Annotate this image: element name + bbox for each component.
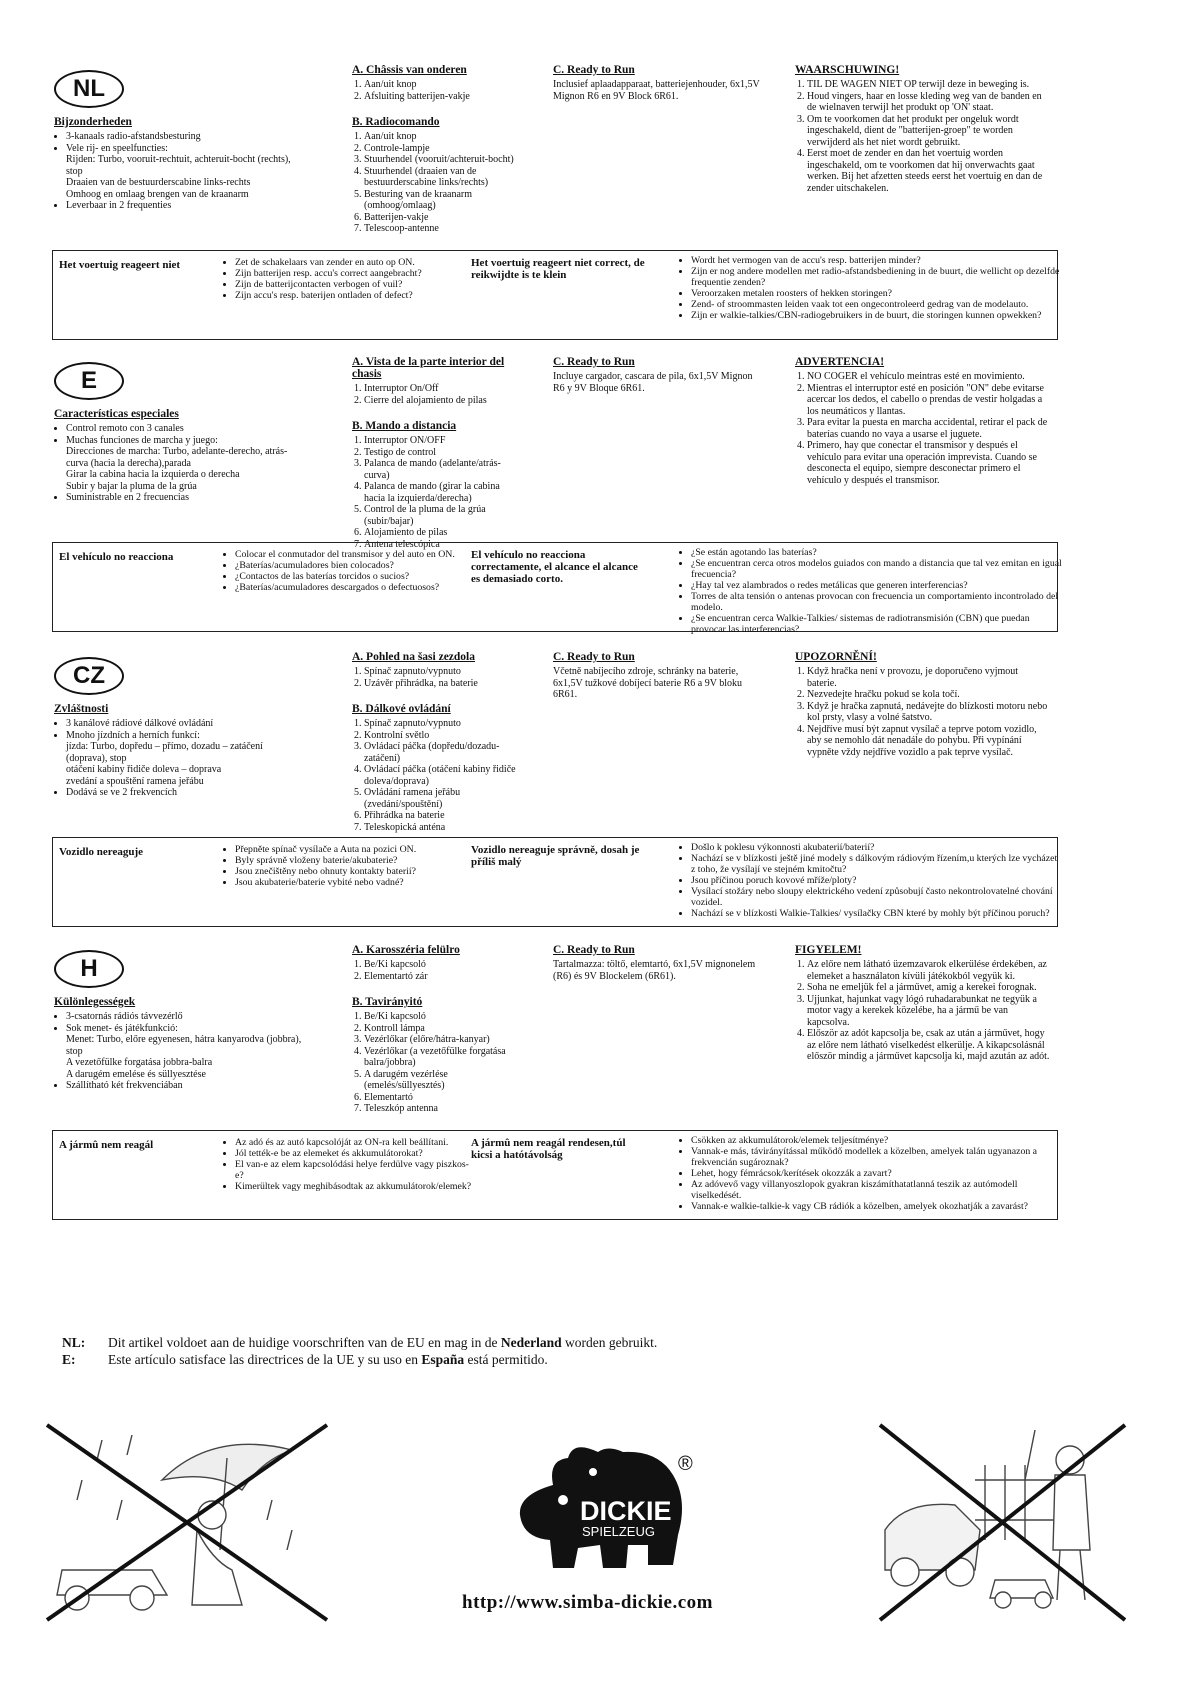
- list-item: 4. Nejdříve musí být zapnut vysílač a teprve potom vozidlo, aby se nemohlo dát nenadále do pohybu. Při vypínání vypněte vždy nejdříve vozidlo a pak teprve vysílač.: [807, 724, 1050, 759]
- part-c-block: [553, 64, 763, 102]
- part-a-title: A. Pohled na šasi zezdola: [352, 651, 475, 663]
- part-b-title: B. Tavirányitó: [352, 996, 423, 1008]
- warning-block: [795, 944, 1050, 1063]
- part-b-title: B. Dálkové ovládání: [352, 703, 451, 715]
- trouble-label-2: Het voertuig reageert niet correct, de reikwijdte is te klein: [471, 257, 645, 281]
- features-title: Características especiales: [54, 408, 179, 420]
- features-list: [54, 1011, 304, 1092]
- list-item: • Muchas funciones de marcha y juego: Direcciones de marcha: Turbo, adelante-derecho, atrás-curva (hacia la derecha),parada Girar la cabina hacia la izquierda o derecha Subir y bajar la pluma de la grúa: [66, 435, 304, 493]
- b-items-list: [352, 435, 522, 550]
- list-item: • 3-csatornás rádiós távvezérlő: [66, 1011, 304, 1023]
- dickie-spielzeug-logo: [508, 1440, 708, 1580]
- website-url[interactable]: http://www.simba-dickie.com: [462, 1592, 713, 1613]
- lang-code-e: E:: [62, 1352, 76, 1367]
- trouble-checklist-1: [223, 844, 475, 888]
- list-item: • Nachází se v blízkosti ještě jiné modely s dálkovým rádiovým řízením,u kterých lze vycházet z toho, že vysílají ve stejném kmitočtu?: [691, 853, 1063, 875]
- list-item: 5. Control de la pluma de la grúa (subir/bajar): [364, 504, 522, 527]
- list-item: 2. Uzávěr přihrádka, na baterie: [364, 678, 522, 690]
- warning-block: [795, 356, 1050, 486]
- list-item: 4. Stuurhendel (draaien van de bestuurderscabine links/rechts): [364, 166, 522, 189]
- legal-note-e: E: Este artículo satisface las directrices de la UE y su uso en España está permitido.: [62, 1352, 548, 1367]
- list-item: • Leverbaar in 2 frequenties: [66, 200, 304, 212]
- list-item: • Control remoto con 3 canales: [66, 423, 304, 435]
- list-item: 3. Vezérlőkar (előre/hátra-kanyar): [364, 1034, 522, 1046]
- list-item: • Szállítható két frekvenciában: [66, 1080, 304, 1092]
- list-item: 2. Nezvedejte hračku pokud se kola točí.: [807, 689, 1050, 701]
- list-item: • Lehet, hogy fémrácsok/kerítések okozzák a zavart?: [691, 1168, 1063, 1179]
- list-item: • Zend- of stroommasten leiden vaak tot een ongecontroleerd gedrag van de modelauto.: [691, 299, 1063, 310]
- list-item: 1. Aan/uit knop: [364, 79, 522, 91]
- list-item: • Došlo k poklesu výkonnosti akubaterií/baterií?: [691, 842, 1063, 853]
- list-item: 2. Afsluiting batterijen-vakje: [364, 91, 522, 103]
- troubleshooting-box: [52, 837, 1058, 927]
- list-item: • Zijn er nog andere modellen met radio-afstandsbediening in de buurt, die wellicht op dezelfde frequentie zenden?: [691, 266, 1063, 288]
- crossed-out-street-play-illustration: [875, 1420, 1130, 1625]
- part-a-block: [352, 64, 522, 235]
- trouble-checklist-1: [223, 549, 475, 593]
- part-a-title: A. Châssis van onderen: [352, 64, 467, 76]
- list-item: • Az adóvevő vagy villanyoszlopok gyakran kiszámíthatatlanná teszik az autómodell viselkedését.: [691, 1179, 1063, 1201]
- lang-code-nl: NL:: [62, 1335, 86, 1350]
- language-badge: H: [54, 950, 124, 988]
- list-item: 7. Teleszkóp antenna: [364, 1103, 522, 1115]
- list-item: 6. Elementartó: [364, 1092, 522, 1104]
- features-block: [54, 116, 304, 212]
- list-item: • Vannak-e más, távirányítással működő modellek a közelben, amelyek talán ugyanazon a frekvencián sugároznak?: [691, 1146, 1063, 1168]
- list-item: • Sok menet- és játékfunkció: Menet: Turbo, előre egyenesen, hátra kanyarodva (jobbra), stop A vezetőfülke forgatása jobbra-balra A darugém emelése és süllyesztése: [66, 1023, 304, 1081]
- part-c-title: C. Ready to Run: [553, 64, 635, 76]
- a-items-list: [352, 666, 522, 689]
- part-a-block: [352, 944, 522, 1115]
- list-item: • ¿Se encuentran cerca otros modelos guiados con mando a distancia que tal vez emitan en igual frecuencia?: [691, 558, 1063, 580]
- a-items-list: [352, 959, 522, 982]
- trouble-checklist-1: [223, 257, 475, 301]
- part-c-text: Incluye cargador, cascara de pila, 6x1,5V Mignon R6 y 9V Bloque 6R61.: [553, 371, 753, 394]
- list-item: • ¿Baterías/acumuladores descargados o defectuosos?: [235, 582, 475, 593]
- list-item: 5. Besturing van de kraanarm (omhoog/omlaag): [364, 189, 522, 212]
- list-item: • Zijn er walkie-talkies/CBN-radiogebruikers in de buurt, die storingen kunnen opwekken?: [691, 310, 1063, 321]
- part-a-block: [352, 356, 522, 550]
- part-c-block: [553, 356, 763, 394]
- list-item: 1. Interruptor On/Off: [364, 383, 522, 395]
- warn-items-list: [795, 371, 1050, 486]
- list-item: • 3-kanaals radio-afstandsbesturing: [66, 131, 304, 143]
- list-item: • Torres de alta tensión o antenas provocan con frecuencia un comportamiento incontrolado del modelo.: [691, 591, 1063, 613]
- troubleshooting-box: [52, 1130, 1058, 1220]
- part-a-title: A. Karosszéria felülro: [352, 944, 460, 956]
- crossed-out-rain-play-illustration: [42, 1420, 332, 1625]
- registered-mark: ®: [678, 1453, 693, 1475]
- list-item: 4. Primero, hay que conectar el transmisor y después el vehículo para evitar una operación imprevista. Cuando se desconecta el equipo, siempre desconectar primero el vehículo y después el transmisor.: [807, 440, 1050, 486]
- list-item: 2. Kontroll lámpa: [364, 1023, 522, 1035]
- list-item: 2. Houd vingers, haar en losse kleding weg van de banden en de wielnaven terwijl het produkt op 'ON' staat.: [807, 91, 1050, 114]
- warning-block: [795, 64, 1050, 194]
- list-item: • Suministrable en 2 frecuencias: [66, 492, 304, 504]
- list-item: • Vele rij- en speelfuncties: Rijden: Turbo, vooruit-rechtuit, achteruit-bocht (rechts), stop Draaien van de bestuurderscabine links-rechts Omhoog en omlaag brengen van de kraanarm: [66, 143, 304, 201]
- part-c-title: C. Ready to Run: [553, 356, 635, 368]
- warn-items-list: [795, 666, 1050, 758]
- list-item: • Jól tették-e be az elemeket és akkumulátorokat?: [235, 1148, 475, 1159]
- trouble-checklist-2: [679, 255, 1063, 321]
- features-title: Különlegességek: [54, 996, 136, 1008]
- list-item: 1. Be/Ki kapcsoló: [364, 959, 522, 971]
- logo-text-spielzeug: SPIELZEUG: [582, 1524, 655, 1539]
- list-item: 7. Antena telescópica: [364, 539, 522, 551]
- list-item: • El van-e az elem kapcsolódási helye ferdülve vagy piszkos-e?: [235, 1159, 475, 1181]
- list-item: • Jsou akubaterie/baterie vybité nebo vadné?: [235, 877, 475, 888]
- part-c-block: [553, 944, 763, 982]
- warning-title: FIGYELEM!: [795, 944, 862, 956]
- list-item: • Byly správně vloženy baterie/akubaterie?: [235, 855, 475, 866]
- list-item: • Jsou příčinou poruch kovové mříže/ploty?: [691, 875, 1063, 886]
- warning-title: ADVERTENCIA!: [795, 356, 885, 368]
- list-item: • Colocar el conmutador del transmisor y del auto en ON.: [235, 549, 475, 560]
- features-list: [54, 718, 304, 799]
- trouble-label-1: Vozidlo nereaguje: [59, 846, 144, 858]
- warn-items-list: [795, 79, 1050, 194]
- list-item: • ¿Hay tal vez alambrados o redes metálicas que generen interferencias?: [691, 580, 1063, 591]
- list-item: 7. Teleskopická anténa: [364, 822, 522, 834]
- logo-text-dickie: DICKIE: [580, 1496, 672, 1526]
- warning-title: UPOZORNĚNÍ!: [795, 651, 877, 663]
- list-item: • 3 kanálové rádiové dálkové ovládání: [66, 718, 304, 730]
- list-item: • ¿Se están agotando las baterías?: [691, 547, 1063, 558]
- a-items-list: [352, 79, 522, 102]
- trouble-label-1: Het voertuig reageert niet: [59, 259, 181, 271]
- list-item: • Jsou znečištěny nebo ohnuty kontakty baterií?: [235, 866, 475, 877]
- list-item: 4. Palanca de mando (girar la cabina hacia la izquierda/derecha): [364, 481, 522, 504]
- part-c-text: Inclusief aplaadapparaat, batteriejenhouder, 6x1,5V Mignon R6 en 9V Block 6R61.: [553, 79, 760, 102]
- list-item: • Zijn de batterijcontacten verbogen of vuil?: [235, 279, 475, 290]
- list-item: • Az adó és az autó kapcsolóját az ON-ra kell beállítani.: [235, 1137, 475, 1148]
- list-item: • Kimerültek vagy meghibásodtak az akkumulátorok/elemek?: [235, 1181, 475, 1192]
- list-item: 2. Mientras el interruptor esté en posición "ON" debe evitarse acercar los dedos, el cabello o prendas de vestir holgadas a los neumáticos y llantas.: [807, 383, 1050, 418]
- list-item: • Zet de schakelaars van zender en auto op ON.: [235, 257, 475, 268]
- list-item: 3. Stuurhendel (vooruit/achteruit-bocht): [364, 154, 522, 166]
- list-item: • Zijn batterijen resp. accu's correct aangebracht?: [235, 268, 475, 279]
- features-block: [54, 996, 304, 1092]
- features-title: Zvláštnosti: [54, 703, 109, 715]
- trouble-label-1: El vehículo no reacciona: [59, 551, 174, 563]
- list-item: 4. Eerst moet de zender en dan het voertuig worden ingeschakeld, om te voorkomen dat hij onverwachts gaat werken. Bij het afzetten steeds eerst het voertuig en dan de zender uitschakelen.: [807, 148, 1050, 194]
- list-item: 3. Když je hračka zapnutá, nedávejte do blízkosti motoru nebo kol prsty, vlasy a volné šatstvo.: [807, 701, 1050, 724]
- language-badge: CZ: [54, 657, 124, 695]
- part-a-block: [352, 651, 522, 833]
- legal-note-nl: NL: Dit artikel voldoet aan de huidige voorschriften van de EU en mag in de Nederland worden gebruikt.: [62, 1335, 658, 1350]
- list-item: • ¿Se encuentran cerca Walkie-Talkies/ sistemas de radiotransmisión (CBN) que puedan provocar las interferencias?: [691, 613, 1063, 635]
- warn-items-list: [795, 959, 1050, 1063]
- list-item: 1. Be/Ki kapcsoló: [364, 1011, 522, 1023]
- list-item: 5. A darugém vezérlése (emelés/süllyesztés): [364, 1069, 522, 1092]
- list-item: 1. Spínač zapnuto/vypnuto: [364, 666, 522, 678]
- list-item: 2. Elementartó zár: [364, 971, 522, 983]
- list-item: 2. Testigo de control: [364, 447, 522, 459]
- list-item: 1. Az előre nem látható üzemzavarok elkerülése érdekében, az elemeket a használaton kívüli játékokból vegyük ki.: [807, 959, 1050, 982]
- part-b-title: B. Mando a distancia: [352, 420, 457, 432]
- list-item: 3. Ujjunkat, hajunkat vagy lógó ruhadarabunkat ne tegyük a motor vagy a kerekek közelébe, ha a jármű be van kapcsolva.: [807, 994, 1050, 1029]
- features-block: [54, 408, 304, 504]
- list-item: 4. Először az adót kapcsolja be, csak az után a járművet, hogy az előre nem látható viselkedést elkerülje. A kikapcsolásnál először mindig a járművet kapcsolja ki, majd azután az adót.: [807, 1028, 1050, 1063]
- list-item: 1. Spínač zapnuto/vypnuto: [364, 718, 522, 730]
- list-item: 3. Om te voorkomen dat het produkt per ongeluk wordt ingeschakeld, dient de "batterijen-groep" te worden verwijderd als het niet wordt gebruikt.: [807, 114, 1050, 149]
- features-title: Bijzonderheden: [54, 116, 132, 128]
- part-c-title: C. Ready to Run: [553, 944, 635, 956]
- trouble-label-2: Vozidlo nereaguje správně, dosah je příliš malý: [471, 844, 640, 868]
- list-item: • ¿Baterías/acumuladores bien colocados?: [235, 560, 475, 571]
- list-item: 3. Ovládací páčka (dopředu/dozadu-zatáčení): [364, 741, 522, 764]
- list-item: • Zijn accu's resp. baterijen ontladen of defect?: [235, 290, 475, 301]
- list-item: 1. Aan/uit knop: [364, 131, 522, 143]
- trouble-checklist-2: [679, 547, 1063, 635]
- part-c-title: C. Ready to Run: [553, 651, 635, 663]
- list-item: • Vysílací stožáry nebo sloupy elektrického vedení způsobují často nekontrolovatelné chování vozidel.: [691, 886, 1063, 908]
- list-item: 2. Kontrolní světlo: [364, 730, 522, 742]
- trouble-checklist-1: [223, 1137, 475, 1192]
- b-items-list: [352, 1011, 522, 1115]
- list-item: 3. Para evitar la puesta en marcha accidental, retirar el pack de baterías cuando no vaya a usarse el juguete.: [807, 417, 1050, 440]
- list-item: 2. Controle-lampje: [364, 143, 522, 155]
- troubleshooting-box: [52, 250, 1058, 340]
- part-b-title: B. Radiocomando: [352, 116, 440, 128]
- list-item: 7. Telescoop-antenne: [364, 223, 522, 235]
- list-item: 6. Batterijen-vakje: [364, 212, 522, 224]
- language-badge: E: [54, 362, 124, 400]
- b-items-list: [352, 718, 522, 833]
- part-a-title: A. Vista de la parte interior del chasis: [352, 356, 505, 380]
- list-item: 1. Když hračka není v provozu, je doporučeno vyjmout baterie.: [807, 666, 1050, 689]
- list-item: • Přepněte spínač vysílače a Auta na pozici ON.: [235, 844, 475, 855]
- list-item: • Csökken az akkumulátorok/elemek teljesítménye?: [691, 1135, 1063, 1146]
- list-item: • ¿Contactos de las baterías torcidos o sucios?: [235, 571, 475, 582]
- list-item: • Mnoho jízdních a herních funkcí: jízda: Turbo, dopředu – přímo, dozadu – zatáčení (doprava), stop otáčení kabiny řidiče doleva – doprava zvedání a spouštění ramena jeřábu: [66, 730, 304, 788]
- list-item: • Nachází se v blízkosti Walkie-Talkies/ vysílačky CBN které by mohly být příčinou poruch?: [691, 908, 1063, 919]
- list-item: 1. TIL DE WAGEN NIET OP terwijl deze in beweging is.: [807, 79, 1050, 91]
- list-item: • Veroorzaken metalen roosters of hekken storingen?: [691, 288, 1063, 299]
- list-item: 1. Interruptor ON/OFF: [364, 435, 522, 447]
- list-item: 1. NO COGER el vehículo meintras esté en movimiento.: [807, 371, 1050, 383]
- features-list: [54, 423, 304, 504]
- part-c-text: Včetně nabíjecího zdroje, schránky na baterie, 6x1,5V tužkové dobíjecí baterie R6 a 9V bloku 6R61.: [553, 666, 743, 700]
- features-list: [54, 131, 304, 212]
- a-items-list: [352, 383, 522, 406]
- trouble-label-2: A jármû nem reagál rendesen,túl kicsi a hatótávolság: [471, 1137, 626, 1161]
- list-item: 6. Alojamiento de pilas: [364, 527, 522, 539]
- list-item: 4. Vezérlőkar (a vezetőfülke forgatása balra/jobbra): [364, 1046, 522, 1069]
- trouble-label-2: El vehículo no reacciona correctamente, el alcance el alcance es demasiado corto.: [471, 549, 638, 585]
- trouble-checklist-2: [679, 842, 1063, 919]
- b-items-list: [352, 131, 522, 235]
- trouble-checklist-2: [679, 1135, 1063, 1212]
- features-block: [54, 703, 304, 799]
- part-c-text: Tartalmazza: töltő, elemtartó, 6x1,5V mignonelem (R6) és 9V Blockelem (6R61).: [553, 959, 756, 982]
- troubleshooting-box: [52, 542, 1062, 635]
- language-badge: NL: [54, 70, 124, 108]
- list-item: • Dodává se ve 2 frekvencích: [66, 787, 304, 799]
- warning-block: [795, 651, 1050, 758]
- trouble-label-1: A jármû nem reagál: [59, 1139, 154, 1151]
- list-item: 2. Cierre del alojamiento de pilas: [364, 395, 522, 407]
- list-item: 3. Palanca de mando (adelante/atrás-curva): [364, 458, 522, 481]
- list-item: 5. Ovládání ramena jeřábu (zvedání/spouštění): [364, 787, 522, 810]
- list-item: 4. Ovládací páčka (otáčení kabiny řidiče doleva/doprava): [364, 764, 522, 787]
- part-c-block: [553, 651, 763, 701]
- list-item: • Vannak-e walkie-talkie-k vagy CB rádiók a közelben, amelyek okozhatják a zavarást?: [691, 1201, 1063, 1212]
- list-item: 6. Přihrádka na baterie: [364, 810, 522, 822]
- list-item: 2. Soha ne emeljük fel a járművet, amig a kerekei forognak.: [807, 982, 1050, 994]
- warning-title: WAARSCHUWING!: [795, 64, 900, 76]
- list-item: • Wordt het vermogen van de accu's resp. batterijen minder?: [691, 255, 1063, 266]
